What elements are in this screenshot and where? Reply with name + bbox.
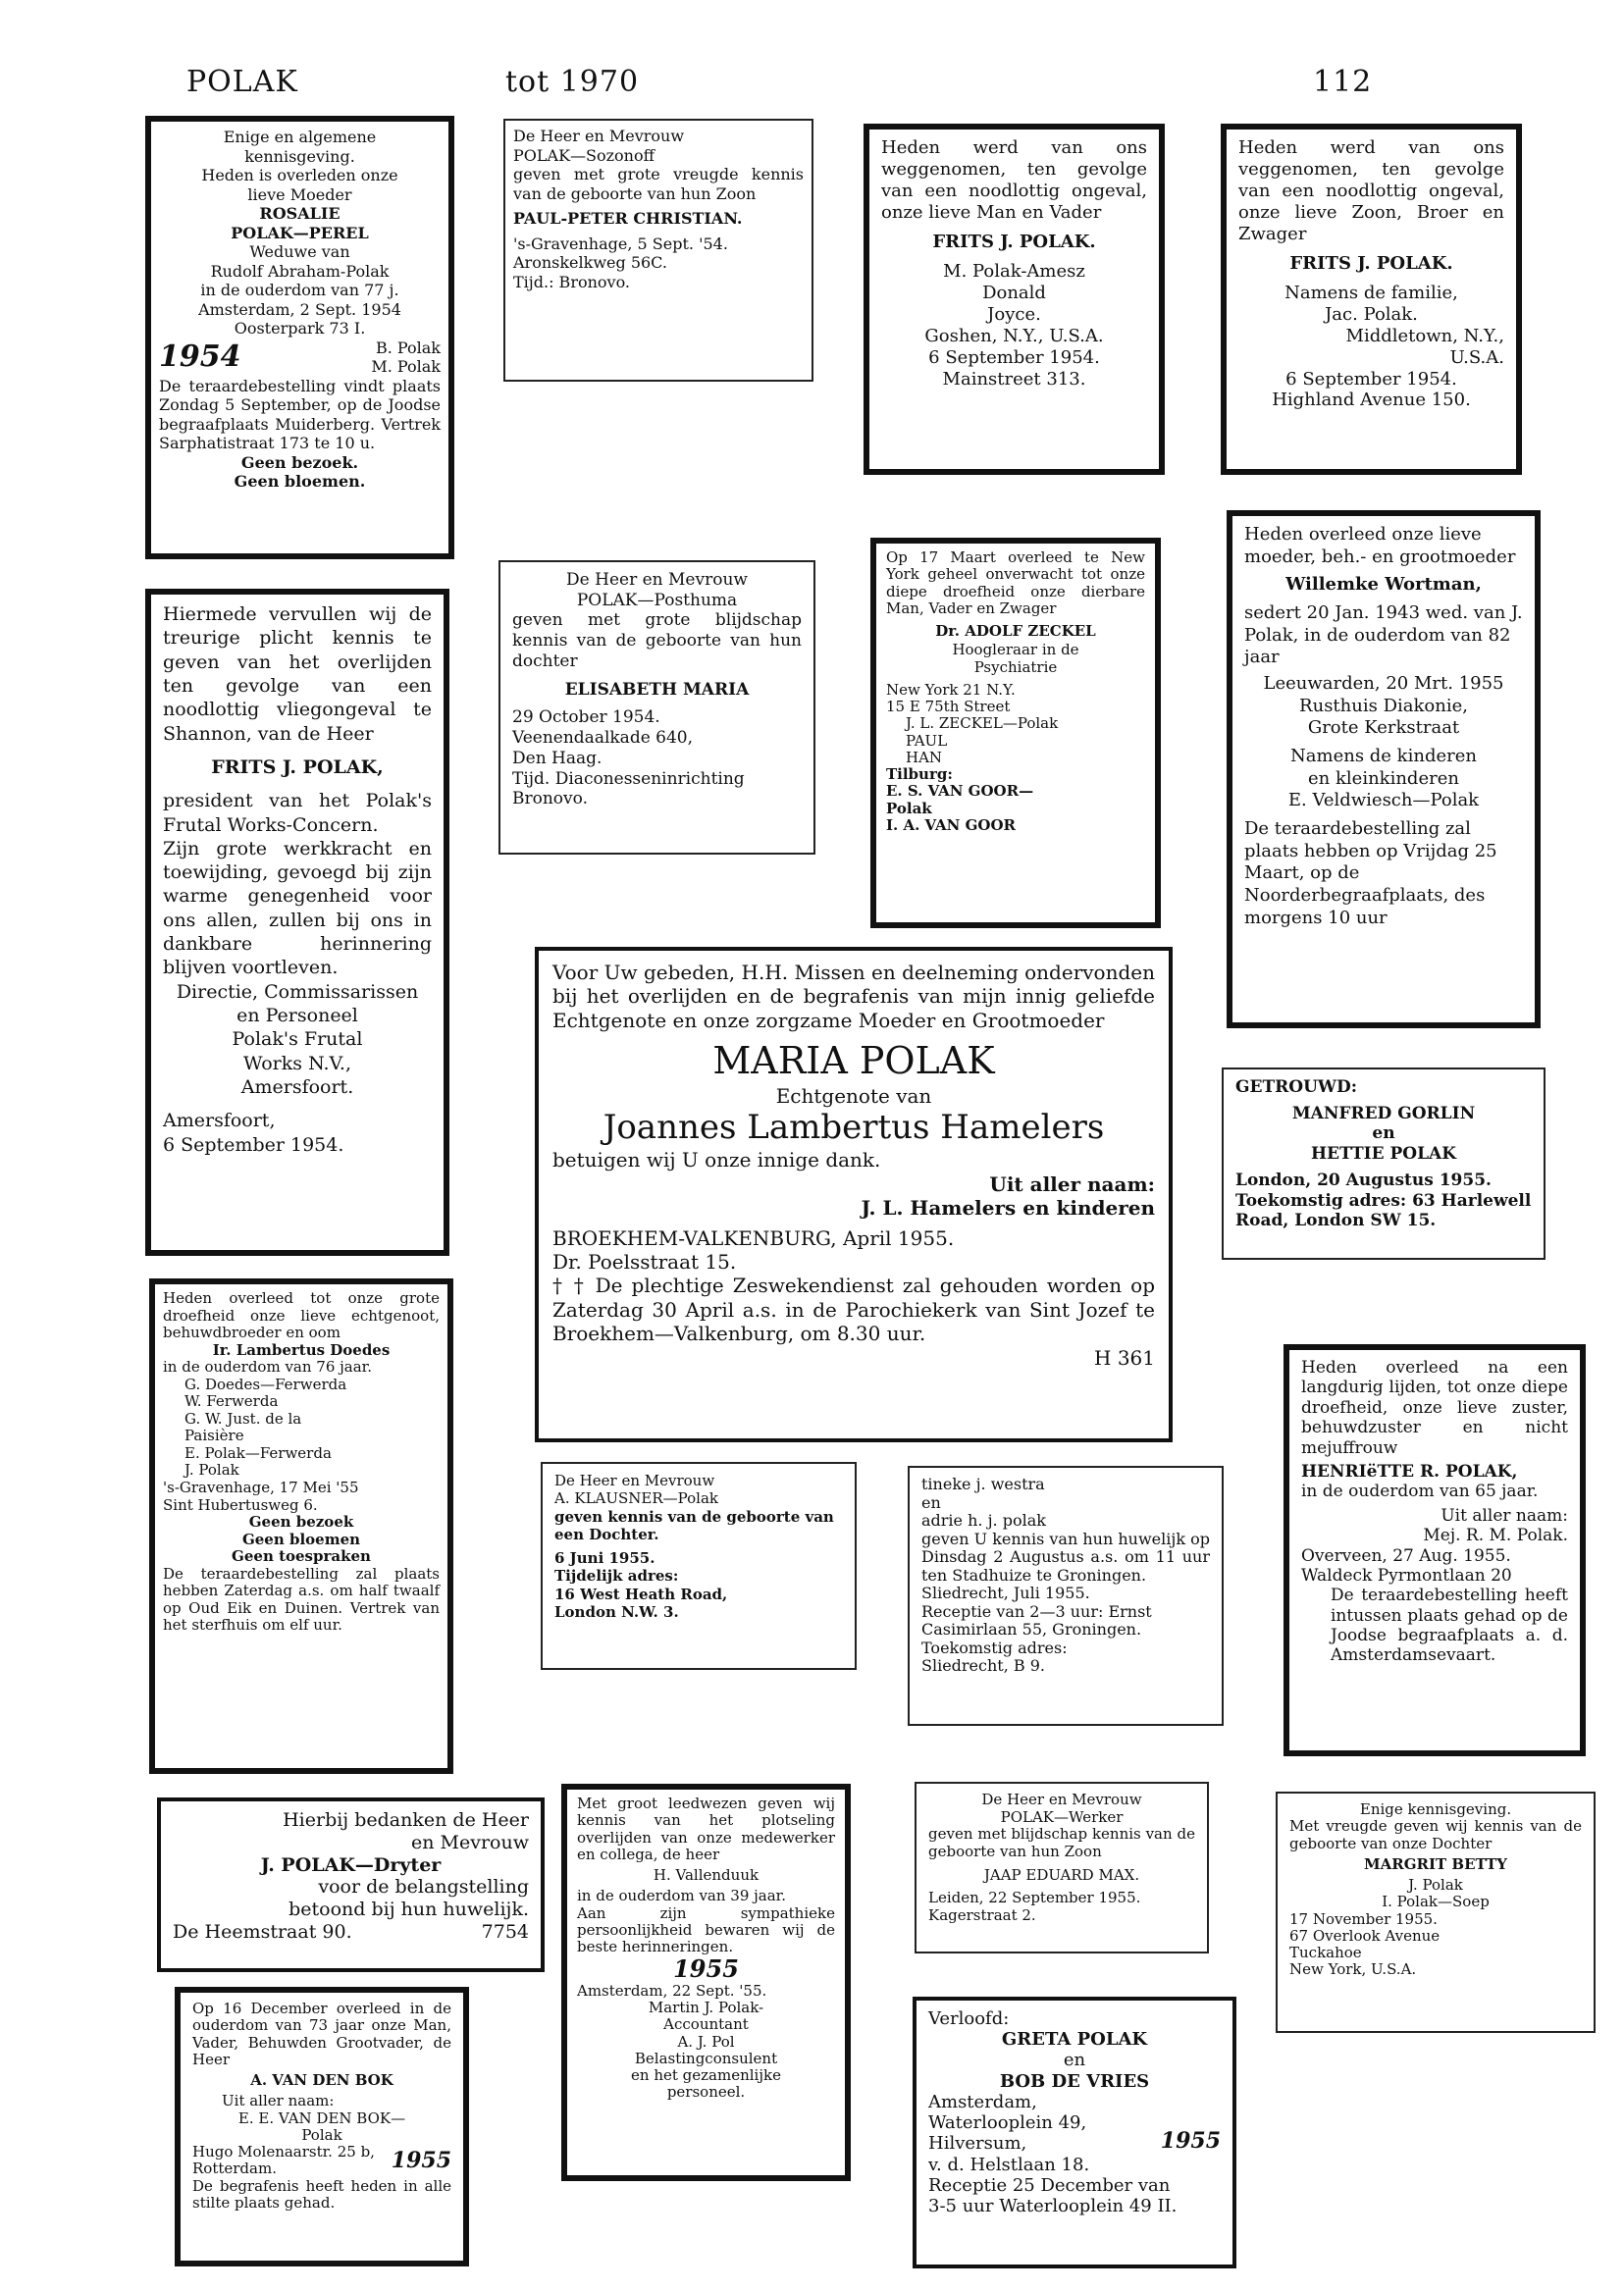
birth-announcement-elisabeth-maria (498, 560, 815, 855)
spouse-label: Echtgenote van (775, 1083, 932, 1108)
signatories: Martin J. Polak- Accountant A. J. Pol Belastingconsulent en het gezamenlijke personeel. (631, 1999, 781, 2102)
place-date: Amsterdam, 22 Sept. '55. (577, 1981, 767, 2000)
child-name: PAUL-PETER CHRISTIAN. (513, 209, 743, 229)
signatories: Uit aller naam: J. L. Hamelers en kinderen (861, 1172, 1155, 1221)
place-date-address: London, 20 Augustus 1955. Toekomstig adres: 63 Harlewell Road, London SW 15. (1235, 1170, 1532, 1231)
notice-heading: Verloofd: (928, 2008, 1010, 2029)
bride-name: GRETA POLAK (1001, 2029, 1148, 2051)
notice-details: Weduwe van Rudolf Abraham-Polak in de ouderdom van 77 j. Amsterdam, 2 Sept. 1954 Oosterpark 73 I. (198, 242, 401, 338)
child-name: MARGRIT BETTY (1364, 1854, 1507, 1873)
deceased-name: A. VAN DEN BOK (250, 2071, 393, 2089)
handwritten-year: 1955 (1160, 2127, 1221, 2154)
death-notice-willemke-wortman (1227, 510, 1541, 1028)
notice-intro: Heden overleed na een langdurig lijden, tot onze diepe droefheid, onze lieve zuster, behuwdzuster en nicht mejuffrouw (1301, 1358, 1568, 1458)
notice-intro: Heden werd van ons weggenomen, ten gevolge van een noodlottig ongeval, onze lieve Man en Vader (881, 137, 1147, 223)
announcement-text: geven U kennis van hun huwelijk op Dinsdag 2 Augustus a.s. om 11 uur ten Stadhuize te Groningen. (921, 1529, 1210, 1585)
funeral-details: De teraardebestelling zal plaats hebben Zaterdag a.s. om half twaalf op Oud Eik en Duinen. Vertrek van het sterfhuis om elf uur. (163, 1564, 440, 1635)
death-notice-a-van-den-bok (175, 1987, 469, 2266)
notice-intro: Op 17 Maart overleed te New York geheel onverwacht tot onze diepe droefheid onze dierbare Man, Vader en Zwager (886, 548, 1145, 617)
birth-announcement-klausner (541, 1462, 857, 1670)
date-address: 6 September 1954. Highland Avenue 150. (1272, 368, 1471, 411)
place-date-address: 's-Gravenhage, 17 Mei '55 Sint Hubertusweg 6. (163, 1479, 359, 1514)
date-address: 29 October 1954. Veenendaalkade 640, Den Haag. (512, 707, 694, 768)
funeral-details: De teraardebestelling zal plaats hebben op Vrijdag 25 Maart, op de Noorderbegraafplaats, des morgens 10 uur (1244, 818, 1497, 928)
announcement-text: geven met blijdschap kennis van de geboorte van hun Zoon (928, 1825, 1195, 1861)
announcement-text: Met vreugde geven wij kennis van de geboorte van onze Dochter (1289, 1817, 1582, 1852)
couple-names: MANFRED GORLIN en HETTIE POLAK (1291, 1103, 1476, 1165)
announcement-text: geven kennis van de geboorte van een Dochter. (554, 1507, 834, 1543)
thanks-text: betuigen wij U onze innige dank. (552, 1148, 881, 1172)
notice-intro: Heden overleed tot onze grote droefheid onze lieve echtgenoot, behuwdbroeder en oom (163, 1289, 440, 1342)
parents: De Heer en Mevrouw POLAK—Sozonoff (513, 127, 685, 165)
address: Hugo Molenaarstr. 25 b, Rotterdam. (192, 2143, 375, 2178)
deceased-name: FRITS J. POLAK. (1289, 252, 1453, 274)
temporary-address: Tijd. Diaconesseninrichting Bronovo. (512, 768, 745, 809)
death-notice-lambertus-doedes (149, 1278, 453, 1774)
funeral-details: De teraardebestelling vindt plaats Zondag 5 September, op de Joodse begraafplaats Muiderberg. Vertrek Sarphatistraat 173 te 10 u. (159, 376, 441, 453)
notice-heading: GETROUWD: (1235, 1077, 1357, 1097)
marriage-notice-gorlin-polak (1222, 1067, 1545, 1260)
engagement-notice-polak-de-vries (913, 1997, 1236, 2268)
death-notice-henriette-polak (1283, 1344, 1586, 1756)
funeral-details: De begrafenis heeft heden in alle stilte plaats gehad. (192, 2176, 451, 2212)
address: New York 21 N.Y. 15 E 75th Street (886, 680, 1016, 715)
temporary-address: Tijdelijk adres: 16 West Heath Road, London N.W. 3. (554, 1567, 728, 1622)
place-date-address: Leiden, 22 September 1955. Kagerstraat 2. (928, 1889, 1141, 1925)
birth-announcement-margrit-betty (1276, 1792, 1596, 2033)
signatories: G. Doedes—Ferwerda W. Ferwerda G. W. Just. de la Paisière E. Polak—Ferwerda J. Polak (184, 1375, 347, 1480)
signatories: Namens de kinderen en kleinkinderen E. Veldwiesch—Polak (1287, 746, 1480, 811)
tribute-text: president van het Polak's Frutal Works-Concern. Zijn grote werkkracht en toewijding, gevoegd bij zijn warme genegenheid voor ons allen, zullen bij ons in dankbare herinnering blijven voortleven. (163, 790, 432, 979)
notice-intro: Enige en algemene kennisgeving. Heden is overleden onze lieve Moeder (201, 128, 398, 204)
place-date-address: Leeuwarden, 20 Mrt. 1955 Rusthuis Diakonie, Grote Kerkstraat (1263, 673, 1504, 739)
funeral-details: De teraardebestelling heeft intussen plaats gehad op de Joodse begraafplaats a. d. Amsterdamsevaart. (1331, 1586, 1568, 1666)
signatories: J. Polak I. Polak—Soep (1382, 1876, 1490, 1911)
thanks-text: voor de belangstelling betoond bij hun huwelijk. (288, 1876, 529, 1921)
marriage-notice-westra-polak (908, 1466, 1224, 1726)
notice-intro: Heden overleed onze lieve moeder, beh.- en grootmoeder (1244, 524, 1516, 567)
place-date-reception: Sliedrecht, Juli 1955. Receptie van 2—3 uur: Ernst Casimirlaan 55, Groningen. Toekomstig adres: Sliedrecht, B 9. (921, 1584, 1152, 1676)
place-date-address: 's-Gravenhage, 5 Sept. '54. Aronskelkweg 56C. Tijd.: Bronovo. (513, 234, 728, 291)
death-notice-h-vallenduuk (561, 1784, 851, 2181)
thanks-intro: Hierbij bedanken de Heer en Mevrouw (283, 1809, 529, 1853)
place-address: BROEKHEM-VALKENBURG, April 1955. Dr. Poelsstraat 15. (552, 1225, 955, 1274)
birth-announcement-paul-peter (503, 119, 813, 382)
date-address: 17 November 1955. 67 Overlook Avenue Tuckahoe New York, U.S.A. (1289, 1909, 1441, 1979)
page-header-surname: POLAK (186, 65, 298, 99)
announcement-text: geven met grote vreugde kennis van de geboorte van hun Zoon (513, 165, 804, 203)
notice-intro: Op 16 December overleed in de ouderdom van 73 jaar onze Man, Vader, Behuwden Grootvader, de Heer (192, 2000, 451, 2068)
notice-heading: Enige kennisgeving. (1359, 1800, 1512, 1818)
child-name: JAAP EDUARD MAX. (983, 1865, 1140, 1884)
parents: De Heer en Mevrouw POLAK—Posthuma (566, 570, 748, 610)
address: De Heemstraat 90. (173, 1920, 352, 1943)
ad-code: 7754 (481, 1920, 529, 1943)
reception-details: v. d. Helstlaan 18. Receptie 25 December van 3-5 uur Waterlooplein 49 II. (928, 2154, 1178, 2217)
signatories: M. Polak-Amesz Donald Joyce. (943, 260, 1085, 325)
groom-name: BOB DE VRIES (999, 2070, 1150, 2092)
birth-announcement-jaap-eduard-max (915, 1782, 1209, 1953)
deceased-name: Ir. Lambertus Doedes (212, 1340, 391, 1359)
ad-code: H 361 (1094, 1345, 1155, 1370)
parents: De Heer en Mevrouw A. KLAUSNER—Polak (554, 1472, 718, 1508)
announcement-text: geven met grote blijdschap kennis van de geboorte van hun dochter (512, 610, 802, 671)
deceased-name: FRITS J. POLAK. (932, 231, 1096, 252)
deceased-name: H. Vallenduuk (653, 1866, 760, 1884)
place-date-address: Goshen, N.Y., U.S.A. 6 September 1954. Mainstreet 313. (924, 325, 1104, 390)
signatories: Namens de familie, Jac. Polak. (1284, 282, 1458, 325)
spouse-name: Joannes Lambertus Hamelers (602, 1107, 1105, 1147)
deceased-details: in de ouderdom van 39 jaar. Aan zijn sympathieke persoonlijkheid bewaren wij de beste herinneringen. (577, 1887, 835, 1955)
death-notice-adolf-zeckel (870, 538, 1161, 928)
thanks-j-polak-dryter (157, 1797, 545, 1972)
on-behalf-label: Uit aller naam: (222, 2092, 335, 2110)
no-visits-no-flowers: Geen bezoek. Geen bloemen. (234, 452, 366, 492)
deceased-title: Hoogleraar in de Psychiatrie (952, 641, 1079, 676)
signatories: Directie, Commissarissen en Personeel Polak's Frutal Works N.V., Amersfoort. (176, 980, 419, 1098)
deceased-age: in de ouderdom van 76 jaar. (163, 1358, 372, 1377)
death-notice-rosalie-polak (145, 116, 454, 559)
page-number: 112 (1313, 65, 1373, 99)
handwritten-year: 1955 (391, 2147, 451, 2173)
death-notice-frits-polak-parents (1221, 124, 1522, 475)
signatories: B. Polak M. Polak (371, 338, 441, 377)
handwritten-year: 1954 (159, 338, 241, 374)
thanks-intro: Voor Uw gebeden, H.H. Missen en deelneming ondervonden bij het overlijden en de begrafenis van mijn innig geliefde Echtgenote en onze zorgzame Moeder en Grootmoeder (552, 961, 1155, 1032)
couple-names: tineke j. westra en adrie h. j. polak (921, 1475, 1046, 1531)
signatories: J. L. ZECKEL—Polak PAUL HAN (906, 714, 1059, 766)
addresses: Amsterdam, Waterlooplein 49, Hilversum, (928, 2091, 1087, 2155)
deceased-details: sedert 20 Jan. 1943 wed. van J. Polak, in de ouderdom van 82 jaar (1244, 602, 1523, 668)
service-details: † † De plechtige Zeswekendienst zal gehouden worden op Zaterdag 30 April a.s. in de Parochiekerk van Sint Jozef te Broekhem—Valkenburg, om 8.30 uur. (552, 1274, 1155, 1346)
page-header-period: tot 1970 (505, 65, 640, 99)
death-notice-frits-polak-family (864, 124, 1165, 475)
date: 6 Juni 1955. (554, 1549, 655, 1568)
place-date: Amersfoort, 6 September 1954. (163, 1110, 344, 1156)
deceased-age: in de ouderdom van 65 jaar. (1301, 1482, 1539, 1502)
thanks-maria-polak (535, 947, 1173, 1442)
no-visits-flowers-speeches: Geen bezoek Geen bloemen Geen toespraken (232, 1513, 371, 1566)
tilburg-family: Tilburg: E. S. VAN GOOR— Polak I. A. VAN GOOR (886, 765, 1034, 834)
deceased-name: HENRIëTTE R. POLAK, (1301, 1461, 1518, 1482)
conjunction: en (1063, 2050, 1086, 2071)
notice-intro: Met groot leedwezen geven wij kennis van het plotseling overlijden van onze medewerker en collega, de heer (577, 1795, 835, 1863)
deceased-name: Willemke Wortman, (1285, 574, 1482, 596)
place-date-address: Overveen, 27 Aug. 1955. Waldeck Pyrmontlaan 20 (1301, 1545, 1512, 1586)
signatories: Uit aller naam: Mej. R. M. Polak. (1423, 1505, 1568, 1546)
death-notice-frits-polak-company (145, 589, 449, 1256)
place: Middletown, N.Y., U.S.A. (1345, 325, 1504, 368)
child-name: ELISABETH MARIA (564, 679, 750, 700)
parents: De Heer en Mevrouw POLAK—Werker (981, 1791, 1142, 1826)
couple-name: J. POLAK—Dryter (260, 1853, 442, 1876)
handwritten-year: 1955 (673, 1954, 739, 1984)
notice-intro: Heden werd van ons veggenomen, ten gevolge van een noodlottig ongeval, onze lieve Zoon, Broer en Zwager (1238, 137, 1504, 244)
signatories: E. E. VAN DEN BOK— Polak (237, 2109, 406, 2144)
deceased-name: MARIA POLAK (712, 1039, 995, 1083)
deceased-name: ROSALIE POLAK—PEREL (231, 204, 369, 242)
deceased-name: FRITS J. POLAK, (211, 755, 384, 778)
notice-intro: Hiermede vervullen wij de treurige plicht kennis te geven van het overlijden ten gevolge van een noodlottig vliegongeval te Shannon, van de Heer (163, 603, 432, 745)
deceased-name: Dr. ADOLF ZECKEL (935, 622, 1096, 640)
